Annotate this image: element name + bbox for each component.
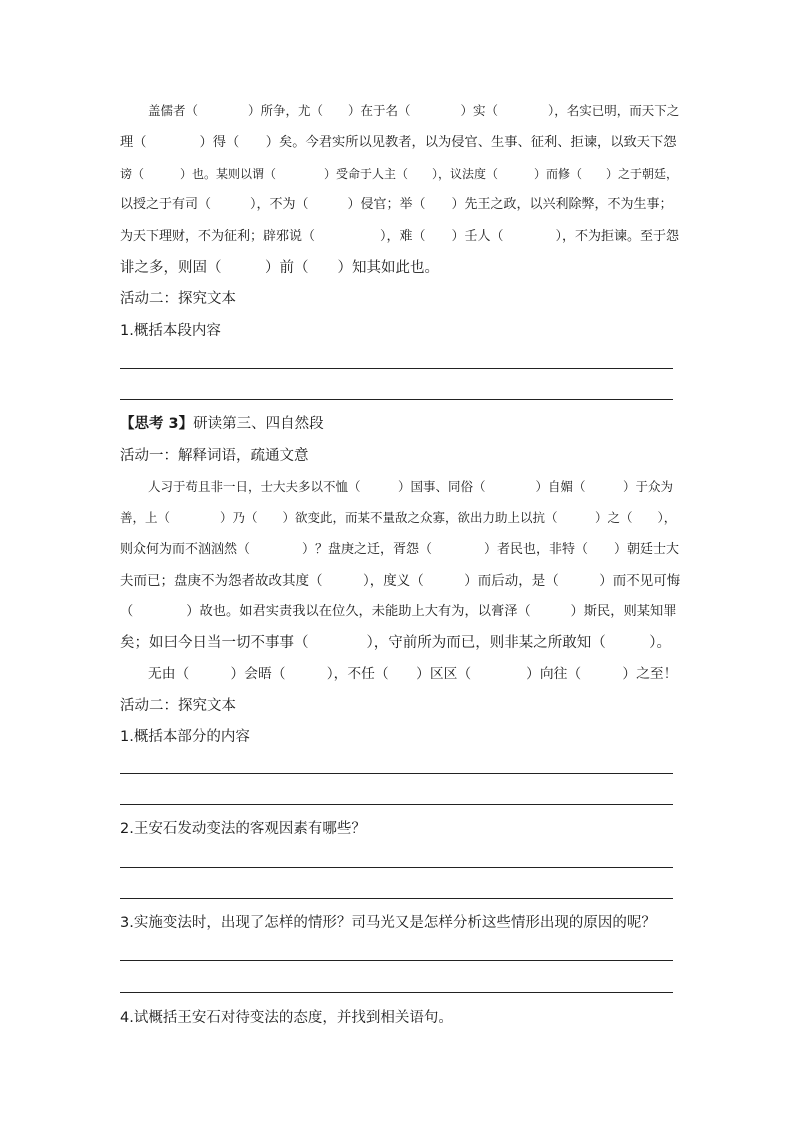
section-heading-text: 研读第三、四自然段	[193, 416, 324, 432]
passage-line-3: 则众何为而不汹汹然（ ）？盘庚之迁，胥怨（ ）者民也，非特（ ）朝廷士大	[120, 542, 680, 557]
activity-two-heading: 活动二：探究文本	[120, 698, 236, 714]
passage-line-4: 以授之于有司（ ），不为（ ）侵官；举（ ）先王之政，以兴利除弊，不为生事；	[120, 197, 673, 212]
question-4: 4.试概括王安石对待变法的态度，并找到相关语句。	[120, 1010, 453, 1026]
answer-line[interactable]	[120, 960, 673, 961]
passage-line-1: 盖儒者（ ）所争，尤（ ）在于名（ ）实（ ），名实已明，而天下之	[148, 103, 680, 118]
passage-line-3: 谤（ ）也。某则以谓（ ）受命于人主（ ），议法度（ ）而修（ ）之于朝廷，	[120, 167, 679, 181]
section-heading	[120, 414, 324, 434]
passage-line-5: （ ）故也。如君实责我以在位久，未能助上大有为，以膏泽（ ）斯民，则某知罪	[120, 604, 677, 619]
answer-line[interactable]	[120, 898, 673, 899]
answer-line[interactable]	[120, 804, 673, 805]
passage-line-2: 理（ ）得（ ）矣。今君实所以见教者，以为侵官、生事、征利、拒谏，以致天下怨	[120, 135, 677, 150]
answer-line[interactable]	[120, 773, 673, 774]
answer-line[interactable]	[120, 992, 673, 993]
passage-line-6: 矣；如曰今日当一切不事事（ ），守前所为而已，则非某之所敢知（ ）。	[120, 635, 671, 651]
question-3: 3.实施变法时，出现了怎样的情形？司马光又是怎样分析这些情形出现的原因的呢？	[120, 915, 656, 931]
question-1: 1.概括本段内容	[120, 323, 221, 339]
passage-line-6: 诽之多，则固（ ）前（ ）知其如此也。	[120, 260, 439, 276]
answer-line[interactable]	[120, 867, 673, 868]
passage-line-2: 善，上（ ）乃（ ）欲变此，而某不量敌之众寡，欲出力助上以抗（ ）之（ ），	[120, 510, 677, 525]
passage-line-5: 为天下理财，不为征利；辟邪说（ ），难（ ）壬人（ ），不为拒谏。至于怨	[120, 229, 680, 244]
activity-two-heading: 活动二：探究文本	[120, 291, 236, 307]
passage-line-4: 夫而已；盘庚不为怨者故改其度（ ），度义（ ）而后动，是（ ）而不见可悔	[120, 573, 681, 589]
answer-line[interactable]	[120, 399, 673, 400]
question-1: 1.概括本部分的内容	[120, 729, 250, 745]
passage-closing-line: 无由（ ）会晤（ ），不任（ ）区区（ ）向往（ ）之至！	[148, 666, 678, 682]
answer-line[interactable]	[120, 368, 673, 369]
activity-one-heading: 活动一：解释词语，疏通文意	[120, 448, 309, 464]
question-2: 2.王安石发动变法的客观因素有哪些？	[120, 821, 366, 837]
section-heading-bracket: 【思考 3】	[120, 416, 194, 432]
passage-line-1: 人习于苟且非一日，士大夫多以不恤（ ）国事、同俗（ ）自媚（ ）于众为	[148, 479, 674, 494]
